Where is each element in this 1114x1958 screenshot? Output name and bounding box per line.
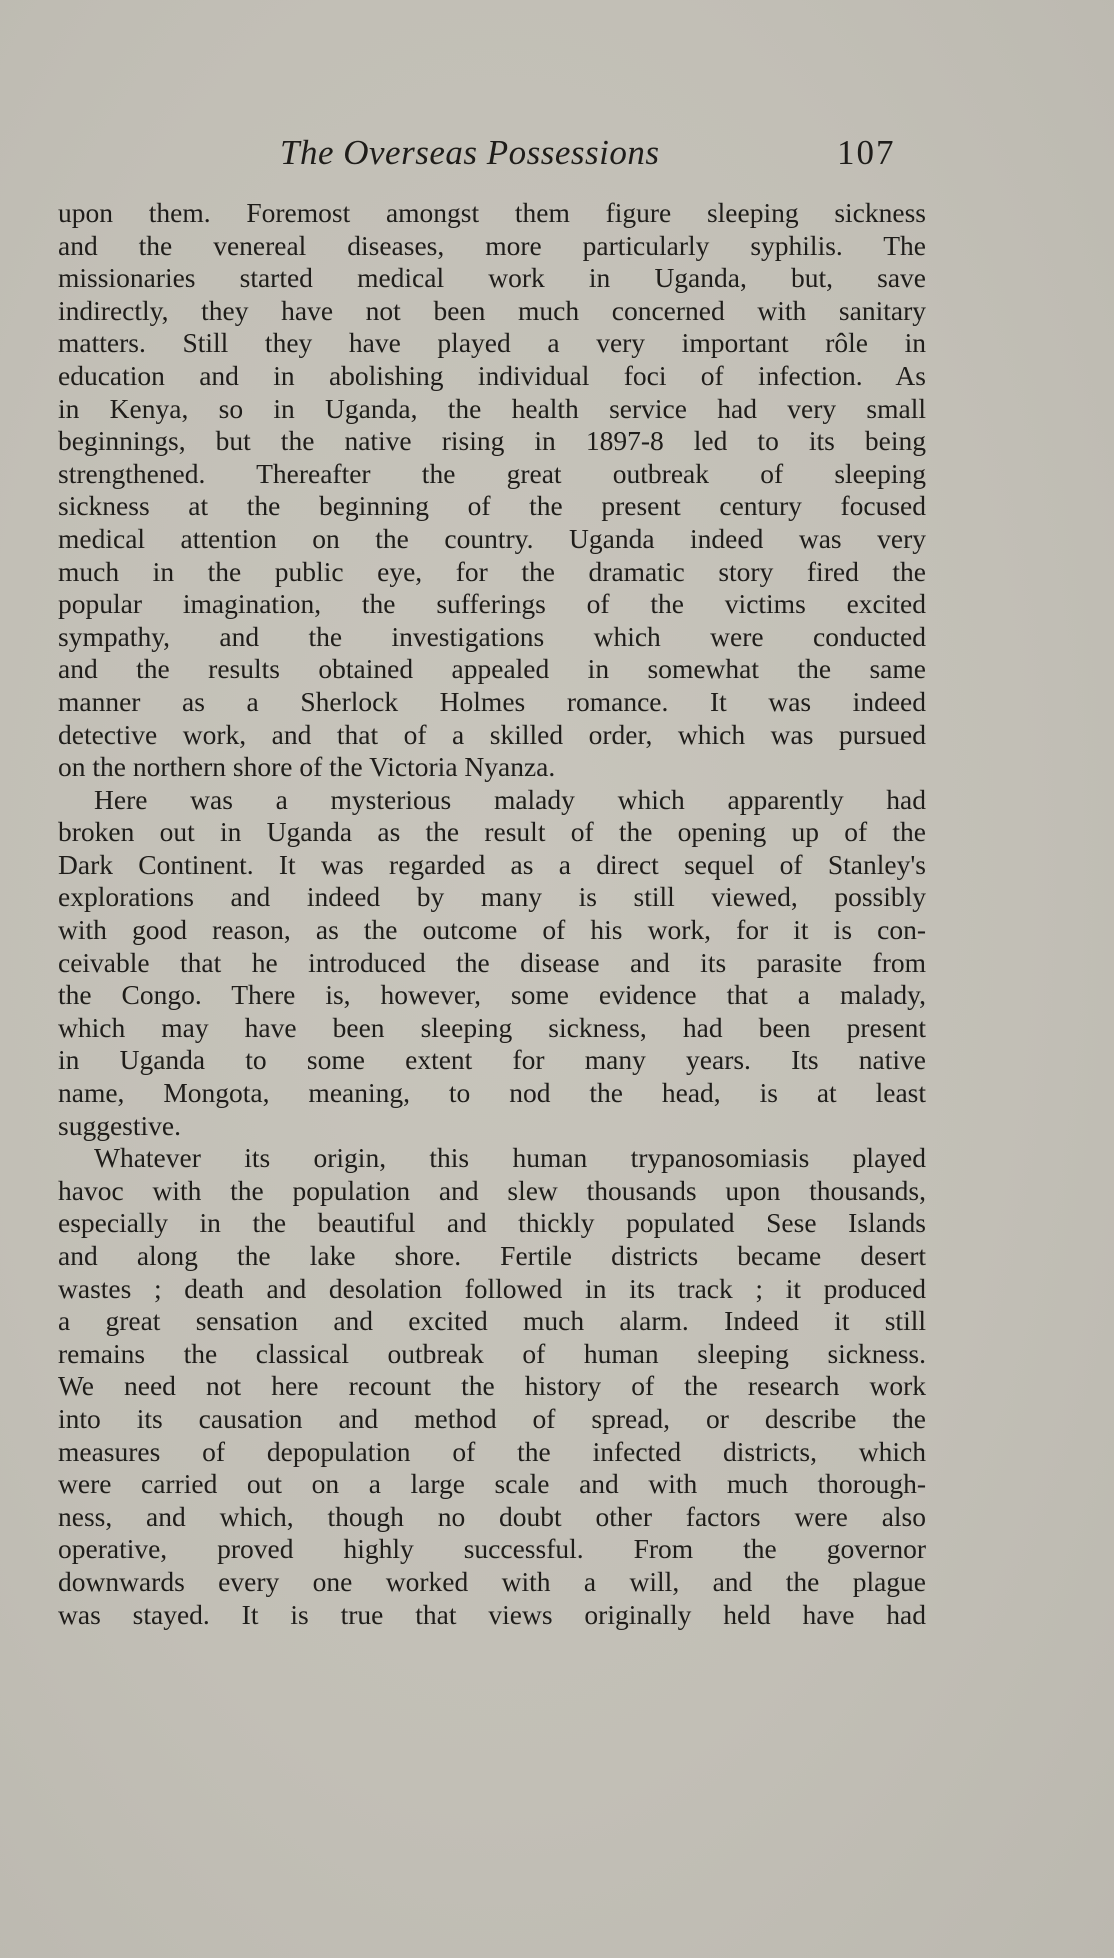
text-line: Whatever its origin, this human trypanosomiasis played (94, 1142, 926, 1174)
text-line: Here was a mysterious malady which apparently had (94, 783, 926, 815)
text-line: sickness at the beginning of the present century focused (58, 490, 926, 522)
text-line: the Congo. There is, however, some evidence that a malady, (58, 979, 926, 1011)
text-line: much in the public eye, for the dramatic story fired the (58, 555, 926, 587)
text-line: education and in abolishing individual foci of infection. As (58, 359, 926, 391)
running-head (0, 130, 1114, 176)
text-line: sympathy, and the investigations which were conducted (58, 620, 926, 652)
text-line: and along the lake shore. Fertile districts became desert (58, 1240, 926, 1271)
text-line: remains the classical outbreak of human sleeping sickness. (58, 1337, 926, 1369)
text-line: popular imagination, the sufferings of the victims excited (58, 588, 926, 620)
text-line: and the venereal diseases, more particularly syphilis. The (58, 229, 926, 261)
text-line: a great sensation and excited much alarm. Indeed it still (58, 1305, 926, 1337)
text-line: matters. Still they have played a very important rôle in (58, 327, 926, 359)
text-line: into its causation and method of spread, or describe the (58, 1402, 926, 1434)
text-line: broken out in Uganda as the result of the opening up of the (58, 816, 926, 848)
paragraph (58, 197, 926, 784)
text-line: was stayed. It is true that views originally held have had (58, 1598, 926, 1630)
paragraph (58, 1142, 926, 1631)
text-line: especially in the beautiful and thickly populated Sese Islands (58, 1207, 926, 1239)
text-line: upon them. Foremost amongst them figure sleeping sickness (58, 197, 926, 228)
text-line: strengthened. Thereafter the great outbreak of sleeping (58, 457, 926, 489)
text-line: We need not here recount the history of the research work (58, 1370, 926, 1402)
text-line: with good reason, as the outcome of his work, for it is con- (58, 914, 926, 946)
text-line: manner as a Sherlock Holmes romance. It was indeed (58, 685, 926, 717)
paragraph (58, 784, 926, 1143)
text-line: suggestive. (58, 1109, 181, 1141)
text-line: ceivable that he introduced the disease and its parasite from (58, 946, 926, 978)
text-line: indirectly, they have not been much concerned with sanitary (58, 294, 926, 326)
text-line: were carried out on a large scale and with much thorough- (58, 1468, 926, 1500)
body-text (58, 197, 926, 1631)
text-line: on the northern shore of the Victoria Nyanza. (58, 751, 556, 783)
text-line: in Kenya, so in Uganda, the health service had very small (58, 392, 926, 424)
text-line: detective work, and that of a skilled order, which was pursued (58, 718, 926, 750)
text-line: havoc with the population and slew thousands upon thousands, (58, 1174, 926, 1206)
page-number: 107 (837, 133, 896, 172)
text-line: wastes ; death and desolation followed in its track ; it produced (58, 1272, 926, 1304)
text-line: which may have been sleeping sickness, had been present (58, 1011, 926, 1043)
text-line: in Uganda to some extent for many years. Its native (58, 1044, 926, 1076)
text-line: measures of depopulation of the infected districts, which (58, 1435, 926, 1467)
text-line: medical attention on the country. Uganda indeed was very (58, 522, 926, 554)
text-line: downwards every one worked with a will, and the plague (58, 1565, 926, 1597)
text-line: operative, proved highly successful. From the governor (58, 1533, 926, 1565)
text-line: beginnings, but the native rising in 1897-8 led to its being (58, 425, 926, 457)
running-title: The Overseas Possessions (280, 133, 660, 172)
text-line: explorations and indeed by many is still viewed, possibly (58, 881, 926, 913)
text-line: and the results obtained appealed in somewhat the same (58, 653, 926, 685)
text-line: Dark Continent. It was regarded as a direct sequel of Stanley's (58, 848, 926, 880)
text-line: name, Mongota, meaning, to nod the head, is at least (58, 1077, 926, 1109)
text-line: missionaries started medical work in Uganda, but, save (58, 262, 926, 294)
text-line: ness, and which, though no doubt other factors were also (58, 1500, 926, 1532)
